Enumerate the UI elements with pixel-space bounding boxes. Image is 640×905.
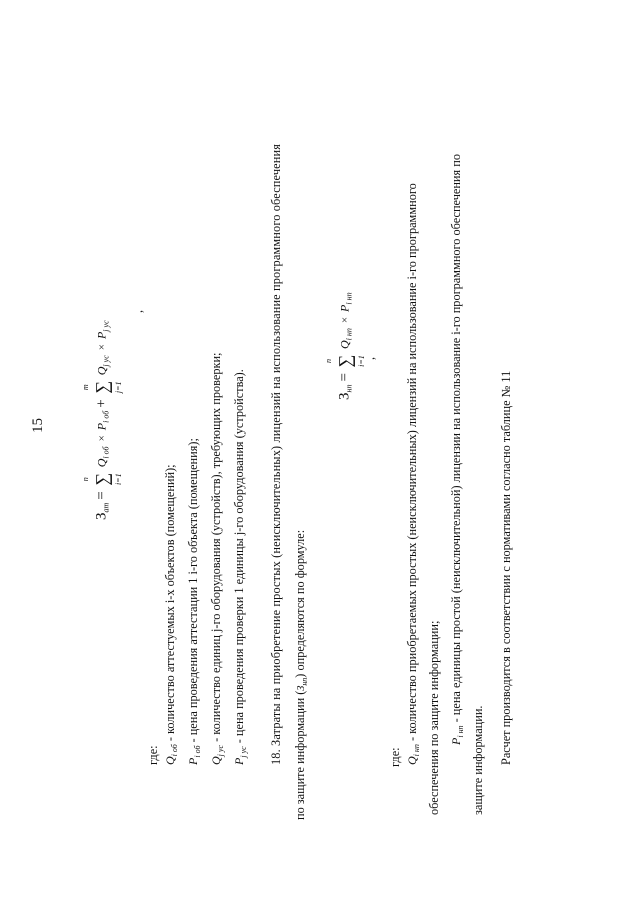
formula1-q1: Q [94,458,109,468]
formula2-times: × [339,316,352,324]
where-label-2: где: [388,747,402,767]
formula1-eq: = [93,491,110,500]
formula1-sum2-top: m [81,384,90,391]
formula1-times2: × [96,344,109,351]
formula2-p: P [337,304,352,312]
formula1-p1: P [94,422,109,431]
formula2-q: Q [337,340,352,350]
formula1-p2-sub: j ус [101,320,111,332]
definition-q-license: $Q_{i нп}$ - количество приобретаемых простых (неисключительных) лицензий на использование i-го программного [405,183,421,765]
formula1-sum1-bot: i=1 [114,473,123,486]
formula1-q1-sub: i об [101,446,111,459]
paragraph-18-line2: по защите информации $(З_{нп})$ определяются по формуле: [293,529,309,820]
formula2-sum-top: n [324,359,333,364]
formula2-comma: , [363,356,377,360]
definition-p-dev: $P_{j ус}$ - цена проведения проверки 1 единицы j-го оборудования (устройства). [232,369,248,765]
formula1-sum2: m ∑ j=1 [81,380,123,394]
formula2-eq: = [336,373,353,382]
final-note: Расчет производится в соответствии с нормативами согласно таблице № 11 [499,370,513,765]
formula2-lhs: З [336,392,353,400]
formula1-q2: Q [94,366,109,376]
formula1-lhs-sub: ат [101,502,111,513]
paragraph-18-line1: 18. Затраты на приобретение простых (неисключительных) лицензий на использование программного обеспечения [269,143,283,765]
formula1-q2-sub: j ус [101,355,111,367]
formula2-sum: n ∑ i=1 [324,354,366,368]
formula-licenses [324,292,366,400]
definition-p-license: $P_{i нп}$ - цена единицы простой (неисключительной) лицензии на использование i-го программного обеспечения по [449,154,465,745]
formula1-sum2-bot: j=1 [114,381,123,394]
page-number: 15 [30,418,46,433]
formula1-times1: × [96,435,109,442]
definition-q-dev: $Q_{j ус}$ - количество единиц j-го оборудования (устройств), требующих проверки; [209,352,225,765]
formula1-p2: P [94,331,109,340]
formula1-sum1-top: n [81,477,90,482]
definition-p-obj: $P_{i об}$ - цена проведения аттестации 1 i-го объекта (помещения); [186,438,202,765]
formula1-comma: , [131,309,145,313]
definition-q-license-cont: обеспечения по защите информации; [427,620,441,815]
formula2-lhs-sub: нп [344,384,354,393]
where-label-1: где: [146,745,160,765]
formula1-plus: + [93,399,110,408]
formula1-sum1: n ∑ i=1 [81,472,123,486]
definition-p-license-cont: защите информации. [471,705,485,815]
formula2-q-sub: i нп [344,328,354,341]
formula-attestation [81,320,123,520]
definition-q-obj: $Q_{i об}$ - количество аттестуемых i-х объектов (помещений); [163,464,179,765]
formula1-p1-sub: i об [101,410,111,423]
formula2-sum-bot: i=1 [357,355,366,367]
formula1-lhs: З [93,512,110,520]
formula2-p-sub: i нп [344,292,354,305]
